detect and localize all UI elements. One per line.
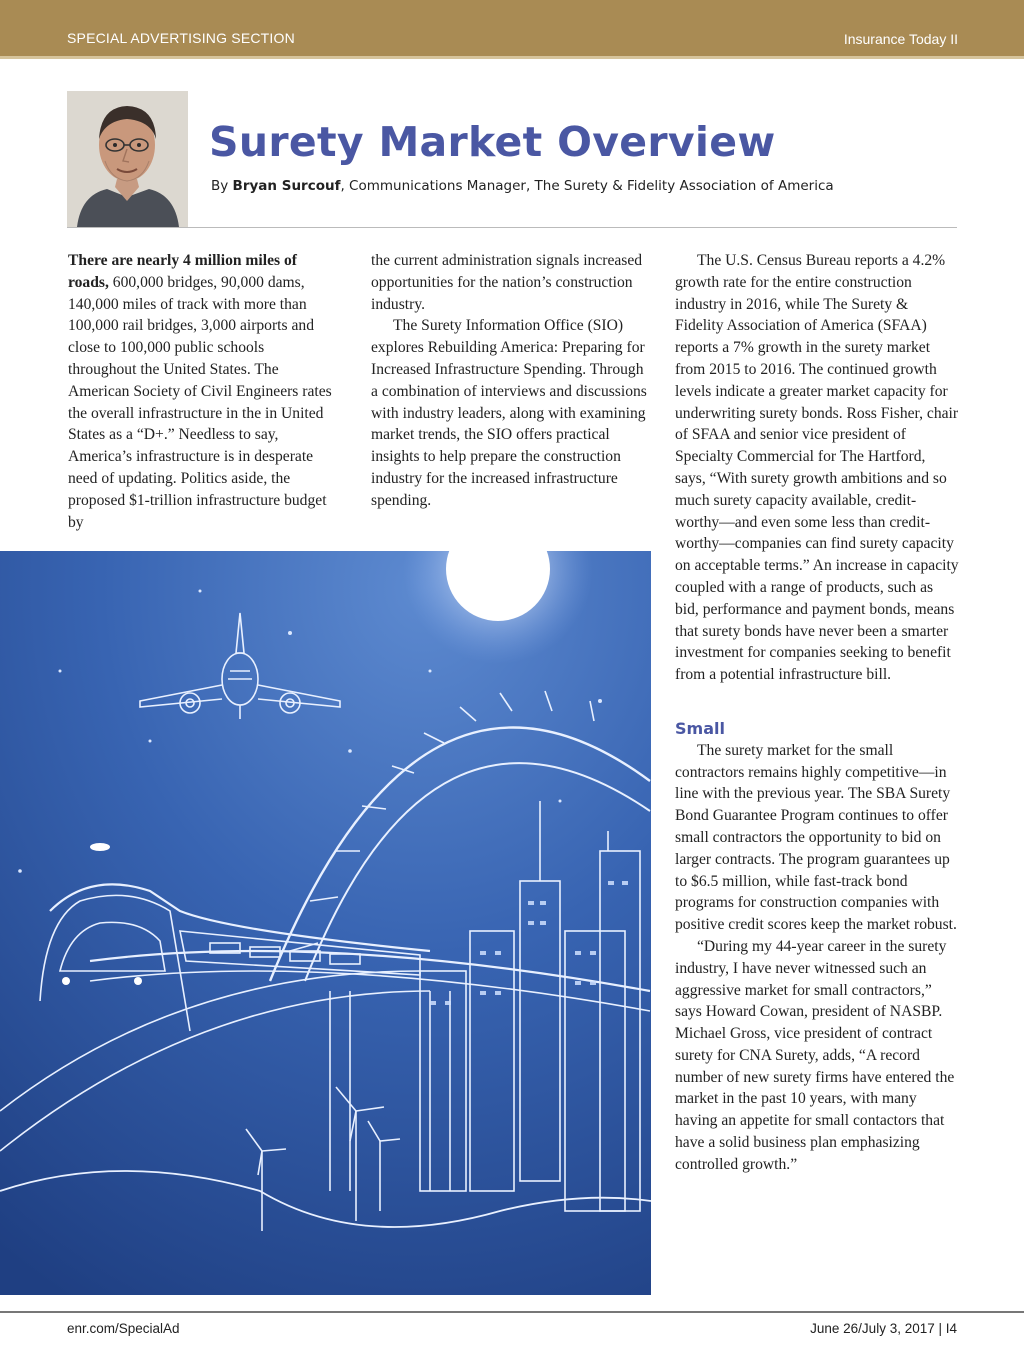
lead-in: There are nearly 4 million miles of roads,	[68, 252, 297, 291]
author-name: Bryan Surcouf	[232, 178, 341, 194]
byline-prefix: By	[211, 178, 233, 194]
publication-name: Insurance Today II	[843, 31, 958, 47]
footer-date-page: June 26/July 3, 2017 | I4	[810, 1321, 957, 1336]
column-1	[68, 250, 336, 533]
infrastructure-illustration	[0, 551, 651, 1295]
section-subhead: Small	[675, 718, 725, 738]
paragraph: The U.S. Census Bureau reports a 4.2% growth rate for the entire construction industry in 2016, while The Surety & Fidelity Association of America (SFAA) reports a 7% growth in the surety market from 2015 to 2016. The continued growth levels indicate a greater market capacity for underwriting surety bonds. Ross Fisher, chair of SFAA and senior vice president of Specialty Commercial for The Hartford, says, “With surety growth ambitions and so much surety capacity available, credit-worthy—and even some less than credit-worthy—companies can find surety capacity on acceptable terms.” An increase in capacity coupled with a range of products, such as bid, performance and payment bonds, means that surety bonds have never been a smarter investment for companies seeking to benefit from a potential infrastructure bill.	[675, 252, 959, 684]
footer-url: enr.com/SpecialAd	[67, 1321, 180, 1336]
article-title: Surety Market Overview	[209, 118, 776, 166]
header-bar	[0, 0, 1024, 56]
byline	[211, 178, 834, 194]
paragraph: “During my 44-year career in the surety industry, I have never witnessed such an aggressive market for small contractors,” says Howard Cowan, president of NASBP. Michael Gross, vice president of contract surety for CNA Surety, adds, “A record number of new surety firms have entered the market in the past 10 years, with many having an appetite for small contactors that have a solid business plan emphasizing controlled growth.”	[675, 937, 955, 1173]
paragraph: The Surety Information Office (SIO) explores Rebuilding America: Preparing for Increased Infrastructure Spending. Through a combination of interviews and discussions with industry leaders, along with examining market trends, the SIO offers practical insights to help prepare the construction industry for the increased infrastructure spending.	[371, 317, 647, 509]
header-divider	[0, 56, 1024, 59]
paragraph: the current administration signals increased opportunities for the nation’s construction industry.	[371, 252, 643, 313]
title-divider	[67, 227, 957, 228]
footer-divider	[0, 1311, 1024, 1313]
author-role: , Communications Manager, The Surety & Fidelity Association of America	[340, 178, 834, 194]
paragraph-text: 600,000 bridges, 90,000 dams, 140,000 miles of track with more than 100,000 rail bridges, 3,000 airports and close to 100,000 public schools throughout the United States. The American Society of Civil Engineers rates the overall infrastructure in the in United States as a “D+.” Needless to say, America’s infrastructure is in desperate need of updating. Politics aside, the proposed $1-trillion infrastructure budget by	[68, 273, 332, 531]
column-3	[675, 250, 959, 1176]
paragraph	[68, 250, 336, 533]
section-label: SPECIAL ADVERTISING SECTION	[67, 30, 295, 46]
author-photo	[67, 91, 188, 227]
paragraph: The surety market for the small contractors remains highly competitive—in line with the previous year. The SBA Surety Bond Guarantee Program continues to offer small contractors the opportunity to bid on larger contracts. The program guarantees up to $6.5 million, while fast-track bond programs for construction companies with positive credit scores keep the market robust.	[675, 741, 957, 934]
column-2	[371, 250, 651, 512]
